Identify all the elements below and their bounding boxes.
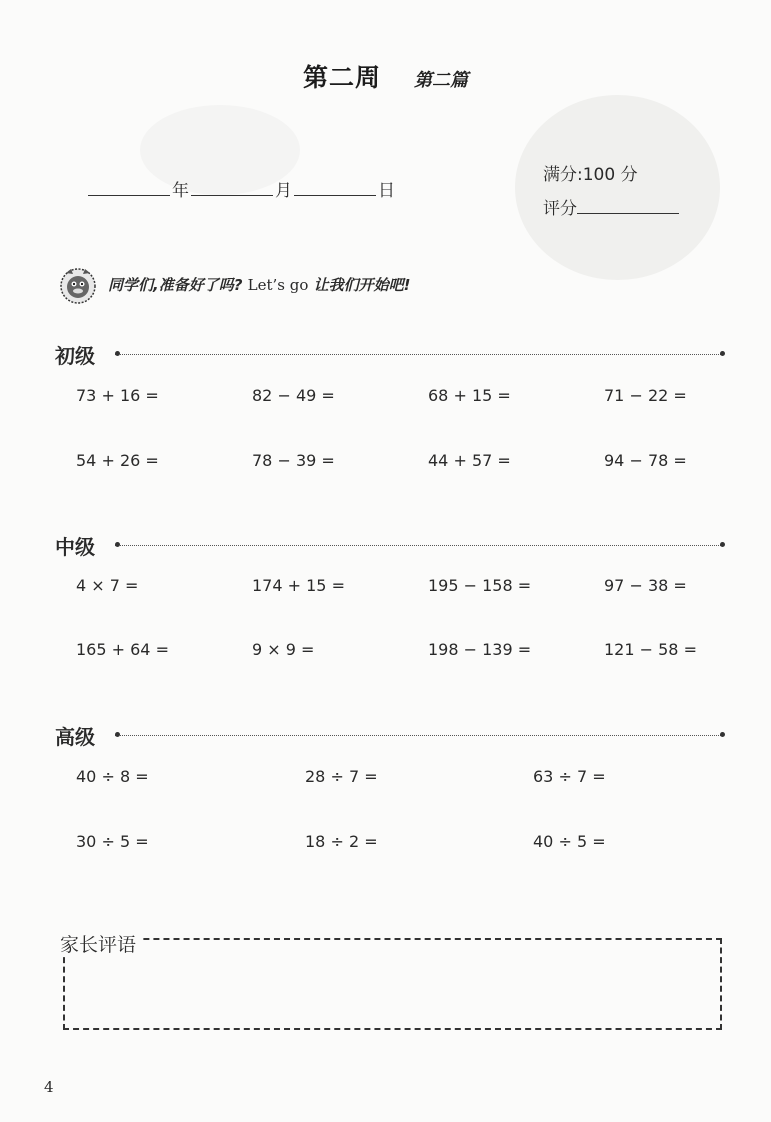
rule-dot xyxy=(720,542,725,547)
page-number: 4 xyxy=(44,1078,54,1096)
section-advanced-header xyxy=(55,721,725,747)
problem: 54 + 26 = xyxy=(76,451,159,470)
problem: 28 ÷ 7 = xyxy=(305,767,378,786)
day-label: 日 xyxy=(378,181,395,201)
problem: 97 − 38 = xyxy=(604,576,687,595)
problem: 18 ÷ 2 = xyxy=(305,832,378,851)
week-title: 第二周 xyxy=(302,63,381,92)
year-blank[interactable] xyxy=(88,177,170,196)
problem: 73 + 16 = xyxy=(76,386,159,405)
section-rule xyxy=(115,354,721,355)
full-score: 满分:100 分 xyxy=(543,165,638,185)
rule-dot xyxy=(720,732,725,737)
problem: 78 − 39 = xyxy=(252,451,335,470)
problem: 63 ÷ 7 = xyxy=(533,767,606,786)
problem: 44 + 57 = xyxy=(428,451,511,470)
greeting-cn-end: 让我们开始吧! xyxy=(313,276,411,294)
month-blank[interactable] xyxy=(191,177,273,196)
problem: 94 − 78 = xyxy=(604,451,687,470)
problem: 30 ÷ 5 = xyxy=(76,832,149,851)
greeting-cn: 同学们,准备好了吗? xyxy=(108,276,243,294)
greeting-text xyxy=(108,274,410,295)
problem: 40 ÷ 8 = xyxy=(76,767,149,786)
problem: 121 − 58 = xyxy=(604,640,697,659)
year-label: 年 xyxy=(172,181,189,201)
section-title: 初级 xyxy=(55,340,101,369)
problem: 198 − 139 = xyxy=(428,640,532,659)
problem: 195 − 158 = xyxy=(428,576,532,595)
score-block xyxy=(543,158,679,226)
score-blank[interactable] xyxy=(577,195,679,214)
date-row xyxy=(88,176,397,201)
section-beginner-header xyxy=(55,340,725,366)
score-label: 评分 xyxy=(543,199,577,219)
rule-dot xyxy=(115,542,120,547)
section-title: 高级 xyxy=(55,721,101,750)
problem: 71 − 22 = xyxy=(604,386,687,405)
month-label: 月 xyxy=(275,181,292,201)
page-title xyxy=(0,58,771,94)
problem: 40 ÷ 5 = xyxy=(533,832,606,851)
day-blank[interactable] xyxy=(294,177,376,196)
comment-box[interactable] xyxy=(63,938,722,1030)
problem: 4 × 7 = xyxy=(76,576,139,595)
problem: 9 × 9 = xyxy=(252,640,315,659)
problem: 165 + 64 = xyxy=(76,640,169,659)
mascot-icon xyxy=(58,265,98,305)
parent-comment xyxy=(60,928,724,1034)
comment-label: 家长评语 xyxy=(60,930,142,957)
greeting-en: Let’s go xyxy=(247,276,309,294)
problem: 68 + 15 = xyxy=(428,386,511,405)
part-title: 第二篇 xyxy=(414,70,469,91)
rule-dot xyxy=(115,351,120,356)
section-rule xyxy=(115,735,721,736)
problem: 174 + 15 = xyxy=(252,576,345,595)
section-rule xyxy=(115,545,721,546)
problem: 82 − 49 = xyxy=(252,386,335,405)
rule-dot xyxy=(115,732,120,737)
rule-dot xyxy=(720,351,725,356)
section-title: 中级 xyxy=(55,531,101,560)
section-intermediate-header xyxy=(55,531,725,557)
greeting xyxy=(58,265,718,307)
